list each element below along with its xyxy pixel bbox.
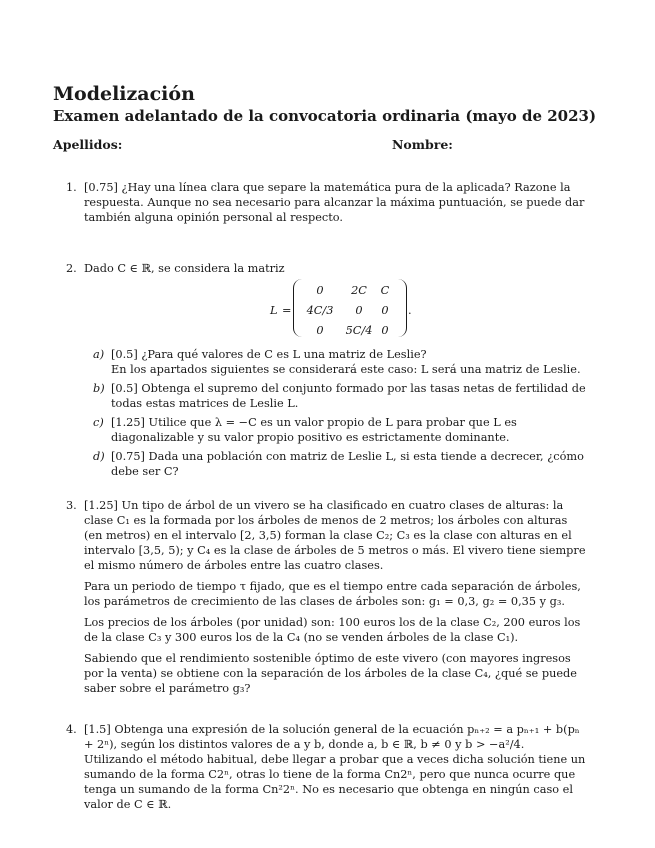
question-paragraph: [1.25] Un tipo de árbol de un vivero se ha clasificado en cuatro clases de alturas: la clase C₁ es la formada por los árboles de menos de 2 metros; los árboles con alturas (en metros) en el intervalo [2, 3,5) forman la clase C₂; C₃ es la clase con alturas en el intervalo [3,5, 5); y C₄ es la clase de árboles de 5 metros o más. El vivero tiene siempre el mismo número de árboles entre las cuatro clases. [84, 499, 586, 572]
question-number: 2. [66, 262, 77, 275]
matrix-cell: 0 [381, 324, 389, 337]
matrix-cell: 0 [355, 304, 363, 317]
subquestion-text: [0.75] Dada una población con matriz de Leslie L, si esta tiende a decrecer, ¿cómo debe ser C? [111, 450, 584, 478]
matrix-cell: 4C/3 [306, 304, 334, 317]
nombre-label: Nombre: [392, 137, 453, 152]
exam-subtitle: Examen adelantado de la convocatoria ordinaria (mayo de 2023) [53, 107, 597, 125]
page-title: Modelización [53, 83, 195, 105]
question-paragraph: Los precios de los árboles (por unidad) son: 100 euros los de la clase C₂, 200 euros los de la clase C₃ y 300 euros los de la C₄ (no se venden árboles de la clase C₁). [84, 616, 581, 644]
question-text: [1.5] Obtenga una expresión de la solución general de la ecuación pₙ₊₂ = a pₙ₊₁ + b(pₙ + 2ⁿ), según los distintos valores de a y b, donde a, b ∈ ℝ, b ≠ 0 y b > −a²/4. Utilizando el método habitual, debe llegar a probar que a veces dicha solución tiene un sumando de la forma C2ⁿ, otras lo tiene de la forma Cn2ⁿ, pero que nunca ocurre que tenga un sumando de la forma Cn²2ⁿ. No es necesario que obtenga en ningún caso el valor de C ∈ ℝ. [84, 723, 586, 811]
question-text: [0.75] ¿Hay una línea clara que separe la matemática pura de la aplicada? Razone la respuesta. Aunque no sea necesario para alcanzar la máxima puntuación, se puede dar también alguna opinión personal al respecto. [84, 181, 585, 224]
subquestion-text: [0.5] ¿Para qué valores de C es L una matriz de Leslie? [111, 348, 427, 361]
matrix-label: L [270, 304, 278, 317]
question-number: 1. [66, 181, 77, 194]
question-number: 4. [66, 723, 77, 736]
question-4 [66, 722, 586, 818]
matrix-cell: C [380, 284, 390, 297]
matrix-cell: 5C/4 [345, 324, 373, 337]
question-intro: Dado C ∈ ℝ, se considera la matriz [84, 262, 285, 275]
leslie-matrix [84, 279, 586, 341]
question-1 [66, 180, 586, 231]
subquestion-label: b) [93, 382, 105, 395]
matrix-cell: 0 [381, 304, 389, 317]
matrix-cell: 2C [351, 284, 367, 297]
apellidos-label: Apellidos: [53, 137, 123, 152]
question-3 [66, 498, 586, 702]
subquestion-label: c) [93, 416, 104, 429]
subquestion-d [93, 449, 586, 479]
left-parenthesis [293, 279, 302, 337]
subquestion-text: [1.25] Utilice que λ = −C es un valor propio de L para probar que L es diagonalizable y su valor propio positivo es estrictamente dominante. [111, 416, 517, 444]
question-paragraph: Sabiendo que el rendimiento sostenible óptimo de este vivero (con mayores ingresos por la venta) se obtiene con la separación de los árboles de la clase C₄, ¿qué se puede saber sobre el parámetro g₃? [84, 652, 577, 695]
subquestion-a [93, 347, 586, 377]
question-2 [66, 261, 586, 483]
subquestion-list [93, 347, 586, 479]
subquestion-b [93, 381, 586, 411]
subquestion-c [93, 415, 586, 445]
matrix-cell: 0 [316, 284, 324, 297]
equals-sign: = [282, 304, 292, 317]
subquestion-note: En los apartados siguientes se considerará este caso: L será una matriz de Leslie. [111, 363, 581, 376]
subquestion-label: a) [93, 348, 105, 361]
question-paragraph: Para un periodo de tiempo τ fijado, que es el tiempo entre cada separación de árboles, los parámetros de crecimiento de las clases de árboles son: g₁ = 0,3, g₂ = 0,35 y g₃. [84, 580, 581, 608]
matrix-cell: 0 [316, 324, 324, 337]
subquestion-label: d) [93, 450, 105, 463]
period: . [408, 304, 412, 317]
subquestion-text: [0.5] Obtenga el supremo del conjunto formado por las tasas netas de fertilidad de todas estas matrices de Leslie L. [111, 382, 586, 410]
question-number: 3. [66, 499, 77, 512]
right-parenthesis [398, 279, 407, 337]
